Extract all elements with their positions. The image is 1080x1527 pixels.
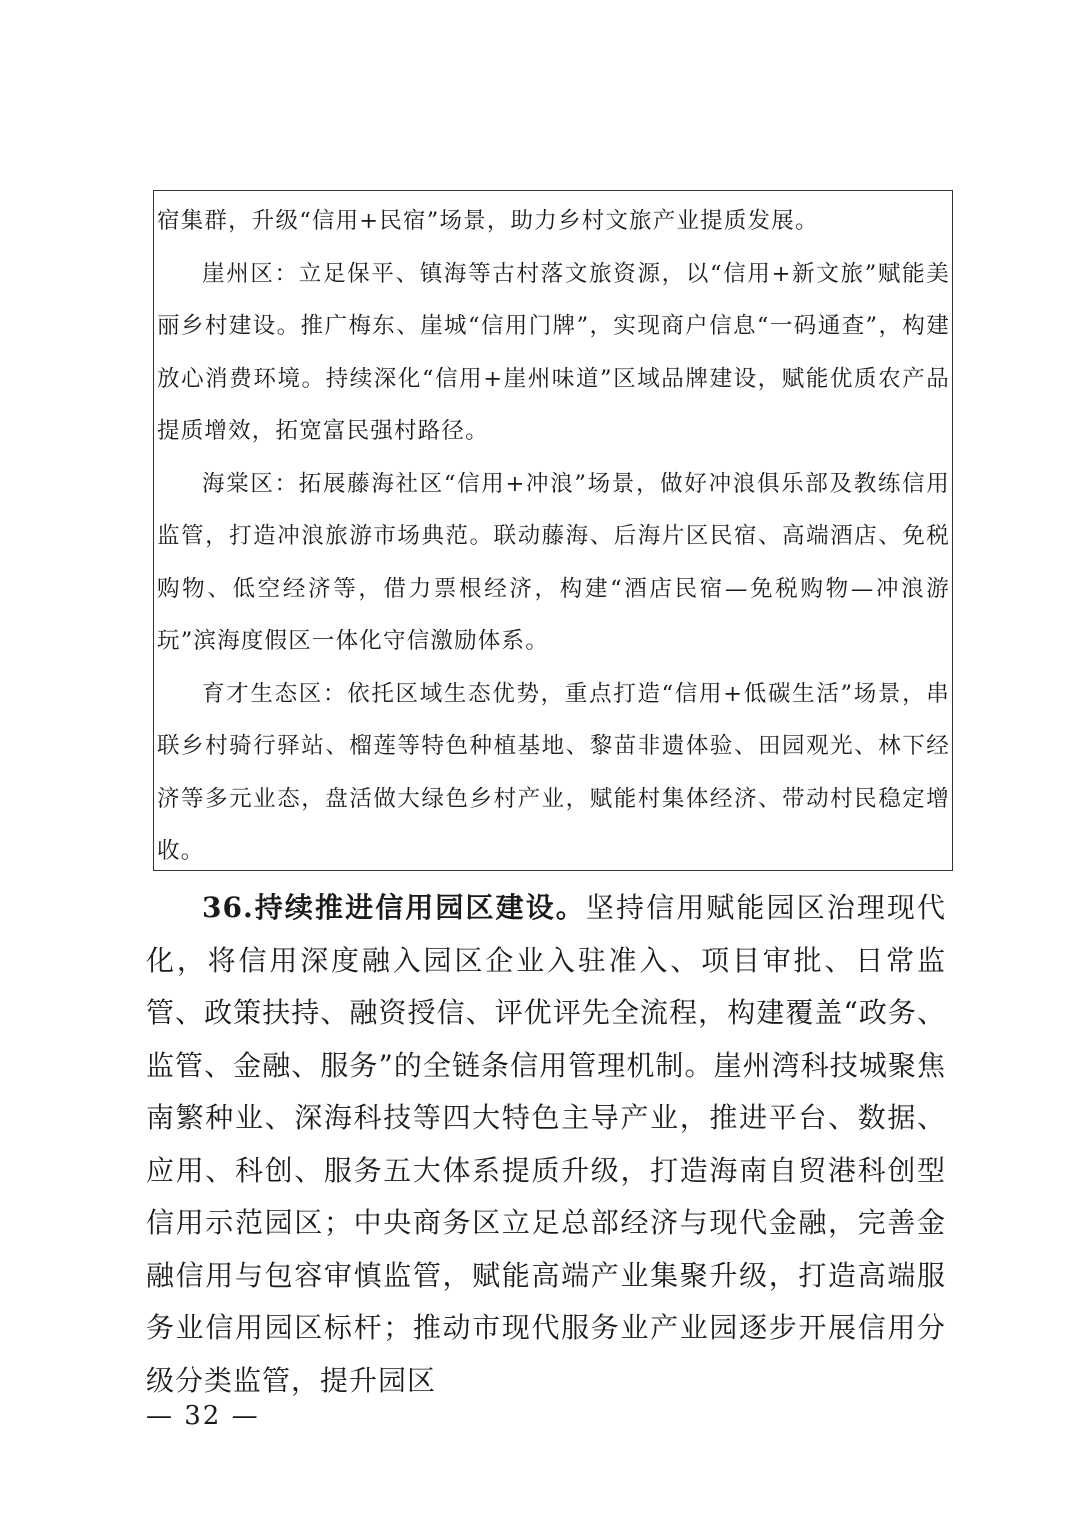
page-number: — 32 — xyxy=(146,1401,260,1431)
main-paragraph-body: 坚持信用赋能园区治理现代化，将信用深度融入园区企业入驻准入、项目审批、日常监管、政策扶持、融资授信、评优评先全流程，构建覆盖“政务、监管、金融、服务”的全链条信用管理机制。崖州湾科技城聚焦南繁种业、深海科技等四大特色主导产业，推进平台、数据、应用、科创、服务五大体系提质升级，打造海南自贸港科创型信用示范园区；中央商务区立足总部经济与现代金融，完善金融信用与包容审慎监管，赋能高端产业集聚升级，打造高端服务业信用园区标杆；推动市现代服务业产业园逐步开展信用分级分类监管，提升园区 xyxy=(146,891,946,1397)
section-heading-36: 36.持续推进信用园区建设。 xyxy=(202,891,586,924)
main-paragraph-36 xyxy=(146,882,946,1407)
regional-scenarios-box xyxy=(153,190,953,871)
box-paragraph-yazhou: 崖州区：立足保平、镇海等古村落文旅资源，以“信用+新文旅”赋能美丽乡村建设。推广梅东、崖城“信用门牌”，实现商户信息“一码通查”，构建放心消费环境。持续深化“信用+崖州味道”区域品牌建设，赋能优质农产品提质增效，拓宽富民强村路径。 xyxy=(157,260,950,444)
box-paragraph-yucai: 育才生态区：依托区域生态优势，重点打造“信用+低碳生活”场景，串联乡村骑行驿站、榴莲等特色种植基地、黎苗非遗体验、田园观光、林下经济等多元业态，盘活做大绿色乡村产业，赋能村集体经济、带动村民稳定增收。 xyxy=(157,680,950,864)
box-paragraph-haitang: 海棠区：拓展藤海社区“信用+冲浪”场景，做好冲浪俱乐部及教练信用监管，打造冲浪旅游市场典范。联动藤海、后海片区民宿、高端酒店、免税购物、低空经济等，借力票根经济，构建“酒店民宿—免税购物—冲浪游玩”滨海度假区一体化守信激励体系。 xyxy=(157,470,950,654)
box-continuation-paragraph: 宿集群，升级“信用+民宿”场景，助力乡村文旅产业提质发展。 xyxy=(157,208,819,234)
